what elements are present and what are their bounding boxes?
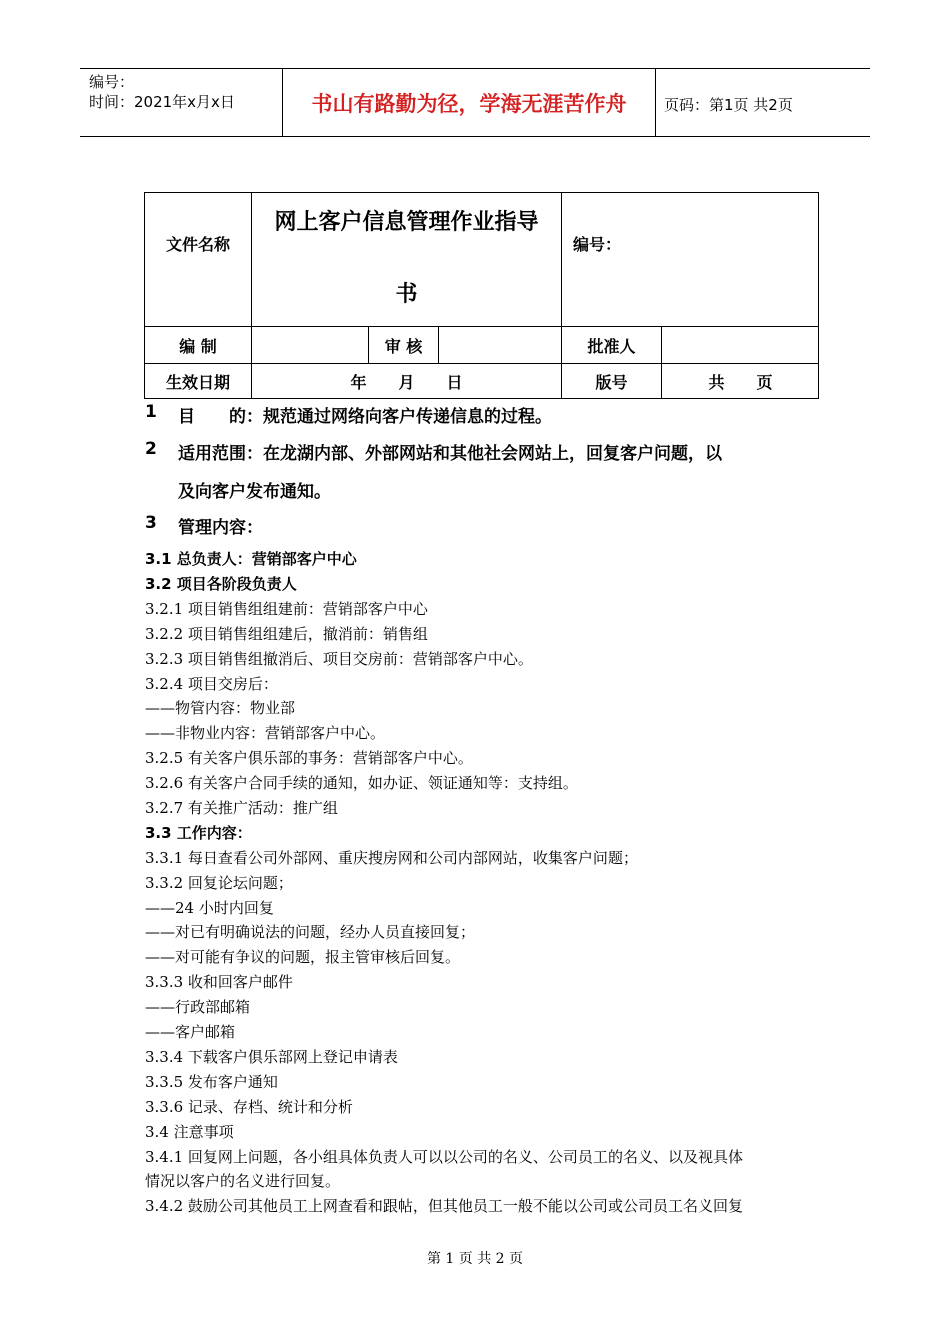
section-1-text: 目 的：规范通过网络向客户传递信息的过程。 bbox=[178, 407, 552, 427]
body-line: 3.3.6 记录、存档、统计和分析 bbox=[145, 1098, 353, 1116]
body-line: 3.2 项目各阶段负责人 bbox=[145, 575, 297, 593]
body-line: ——对可能有争议的问题，报主管审核后回复。 bbox=[145, 948, 461, 966]
compile-label: 编 制 bbox=[179, 336, 217, 356]
body-line: 3.3.3 收和回客户邮件 bbox=[145, 973, 293, 991]
page-header bbox=[80, 68, 870, 137]
document-title bbox=[252, 193, 561, 326]
body-line: ——对已有明确说法的问题，经办人员直接回复； bbox=[145, 923, 476, 941]
body-line: ——行政部邮箱 bbox=[145, 998, 251, 1016]
document-title-line1: 网上客户信息管理作业指导 bbox=[274, 209, 539, 235]
body-line: 3.4.2 鼓励公司其他员工上网查看和跟帖，但其他员工一般不能以公司或公司员工名义回复 bbox=[145, 1197, 743, 1215]
body-line: 3.2.2 项目销售组组建后，撤消前：销售组 bbox=[145, 625, 428, 643]
body-line: 3.2.6 有关客户合同手续的通知，如办证、领证通知等：支持组。 bbox=[145, 774, 578, 792]
body-line: 3.4.1 回复网上问题，各小组具体负责人可以以公司的名义、公司员工的名义、以及视具体 bbox=[145, 1148, 743, 1166]
body-line: 3.2.7 有关推广活动：推广组 bbox=[145, 799, 338, 817]
body-line: ——物管内容：物业部 bbox=[145, 699, 296, 717]
review-label: 审 核 bbox=[384, 336, 423, 356]
section-2-text: 适用范围：在龙湖内部、外部网站和其他社会网站上，回复客户问题，以 bbox=[178, 444, 722, 464]
page-footer: 第 1 页 共 2 页 bbox=[426, 1251, 524, 1267]
body-line: 3.3 工作内容： bbox=[145, 824, 252, 842]
file-name-label: 文件名称 bbox=[165, 234, 230, 254]
body-line: 3.2.5 有关客户俱乐部的事务：营销部客户中心。 bbox=[145, 749, 473, 767]
header-page-info: 页码：第1页 共2页 bbox=[664, 96, 793, 114]
doc-number-label: 编号： bbox=[573, 234, 622, 254]
body-line: ——24 小时内回复 bbox=[145, 899, 274, 917]
body-line: 3.3.2 回复论坛问题； bbox=[145, 874, 293, 892]
body-line: 3.4 注意事项 bbox=[145, 1123, 234, 1141]
effective-date-value: 年 月 日 bbox=[350, 373, 463, 392]
approver-label: 批准人 bbox=[587, 336, 636, 356]
body-line: 情况以客户的名义进行回复。 bbox=[145, 1172, 341, 1190]
header-motto: 书山有路勤为径，学海无涯苦作舟 bbox=[282, 69, 656, 136]
total-pages-value: 共 页 bbox=[708, 373, 773, 392]
body-line: ——客户邮箱 bbox=[145, 1023, 236, 1041]
body-line: 3.3.4 下载客户俱乐部网上登记申请表 bbox=[145, 1048, 398, 1066]
section-1-number: 1 bbox=[145, 402, 157, 422]
document-info-table bbox=[144, 192, 819, 399]
body-line: 3.2.4 项目交房后： bbox=[145, 675, 278, 693]
header-time: 时间：2021年x月x日 bbox=[89, 93, 235, 111]
body-line: 3.3.5 发布客户通知 bbox=[145, 1073, 278, 1091]
body-line: 3.2.1 项目销售组组建前：营销部客户中心 bbox=[145, 600, 428, 618]
header-meta bbox=[80, 69, 280, 136]
body-line: 3.1 总负责人：营销部客户中心 bbox=[145, 550, 357, 568]
version-label: 版号 bbox=[595, 373, 628, 392]
header-number-label: 编号： bbox=[89, 73, 135, 91]
section-2-text-cont: 及向客户发布通知。 bbox=[178, 482, 331, 502]
effective-date-label: 生效日期 bbox=[165, 373, 230, 392]
body-line: 3.3.1 每日查看公司外部网、重庆搜房网和公司内部网站，收集客户问题； bbox=[145, 849, 638, 867]
body-line: 3.2.3 项目销售组撤消后、项目交房前：营销部客户中心。 bbox=[145, 650, 533, 668]
section-3-text: 管理内容： bbox=[178, 518, 263, 538]
body-line: ——非物业内容：营销部客户中心。 bbox=[145, 724, 386, 742]
section-2-number: 2 bbox=[145, 439, 157, 459]
document-title-line2: 书 bbox=[395, 281, 418, 307]
section-3-number: 3 bbox=[145, 513, 157, 533]
